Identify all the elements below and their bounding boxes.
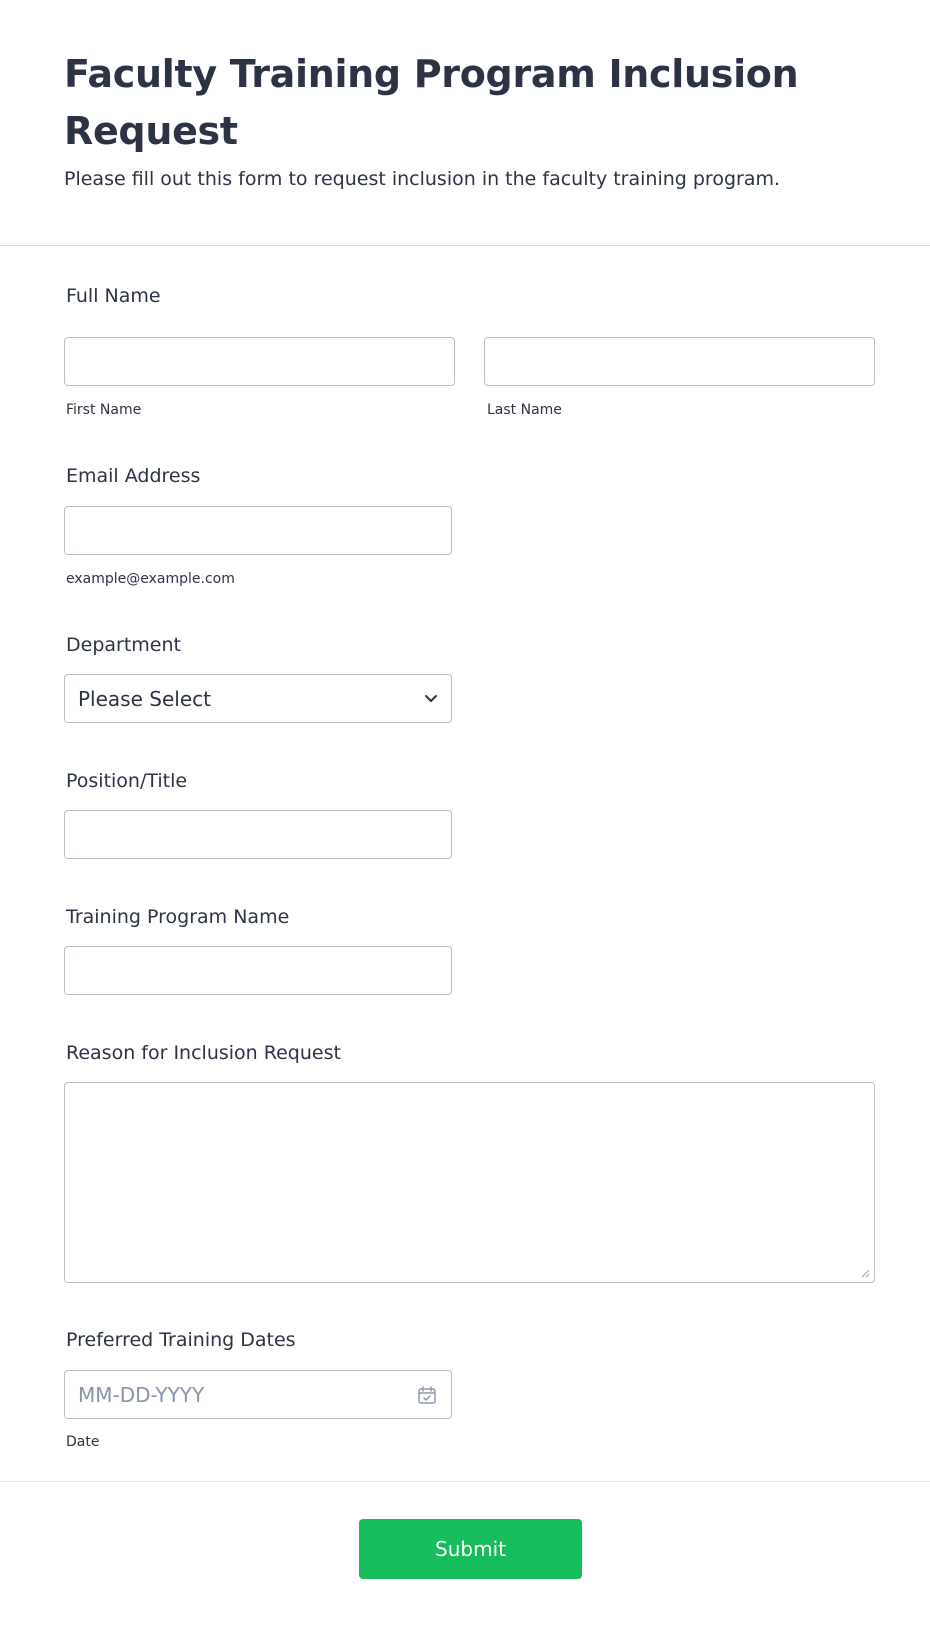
last-name-input[interactable] [484, 337, 875, 386]
reason-textarea[interactable] [64, 1082, 875, 1283]
position-label: Position/Title [66, 770, 188, 792]
email-input[interactable] [64, 506, 452, 555]
last-name-sublabel: Last Name [487, 402, 562, 418]
email-sublabel: example@example.com [66, 571, 235, 587]
submit-button[interactable]: Submit [359, 1519, 582, 1579]
form-header [0, 0, 930, 246]
department-select[interactable] [64, 674, 452, 723]
preferred-dates-label: Preferred Training Dates [66, 1329, 296, 1351]
training-program-label: Training Program Name [66, 906, 290, 928]
full-name-label: Full Name [66, 285, 161, 307]
position-input[interactable] [64, 810, 452, 859]
footer-divider [0, 1481, 930, 1482]
date-input[interactable] [64, 1370, 452, 1419]
form-title: Faculty Training Program Inclusion Request [64, 52, 799, 153]
department-label: Department [66, 634, 181, 656]
resize-grip-icon[interactable] [860, 1268, 870, 1278]
calendar-icon[interactable] [417, 1385, 437, 1405]
email-label: Email Address [66, 465, 201, 487]
form-subtitle: Please fill out this form to request inclusion in the faculty training program. [64, 168, 781, 190]
department-selected-value: Please Select [78, 687, 211, 711]
chevron-down-icon [424, 692, 438, 706]
reason-label: Reason for Inclusion Request [66, 1042, 341, 1064]
first-name-sublabel: First Name [66, 402, 142, 418]
date-sublabel: Date [66, 1434, 100, 1450]
first-name-input[interactable] [64, 337, 455, 386]
date-placeholder: MM-DD-YYYY [78, 1383, 205, 1407]
training-program-input[interactable] [64, 946, 452, 995]
